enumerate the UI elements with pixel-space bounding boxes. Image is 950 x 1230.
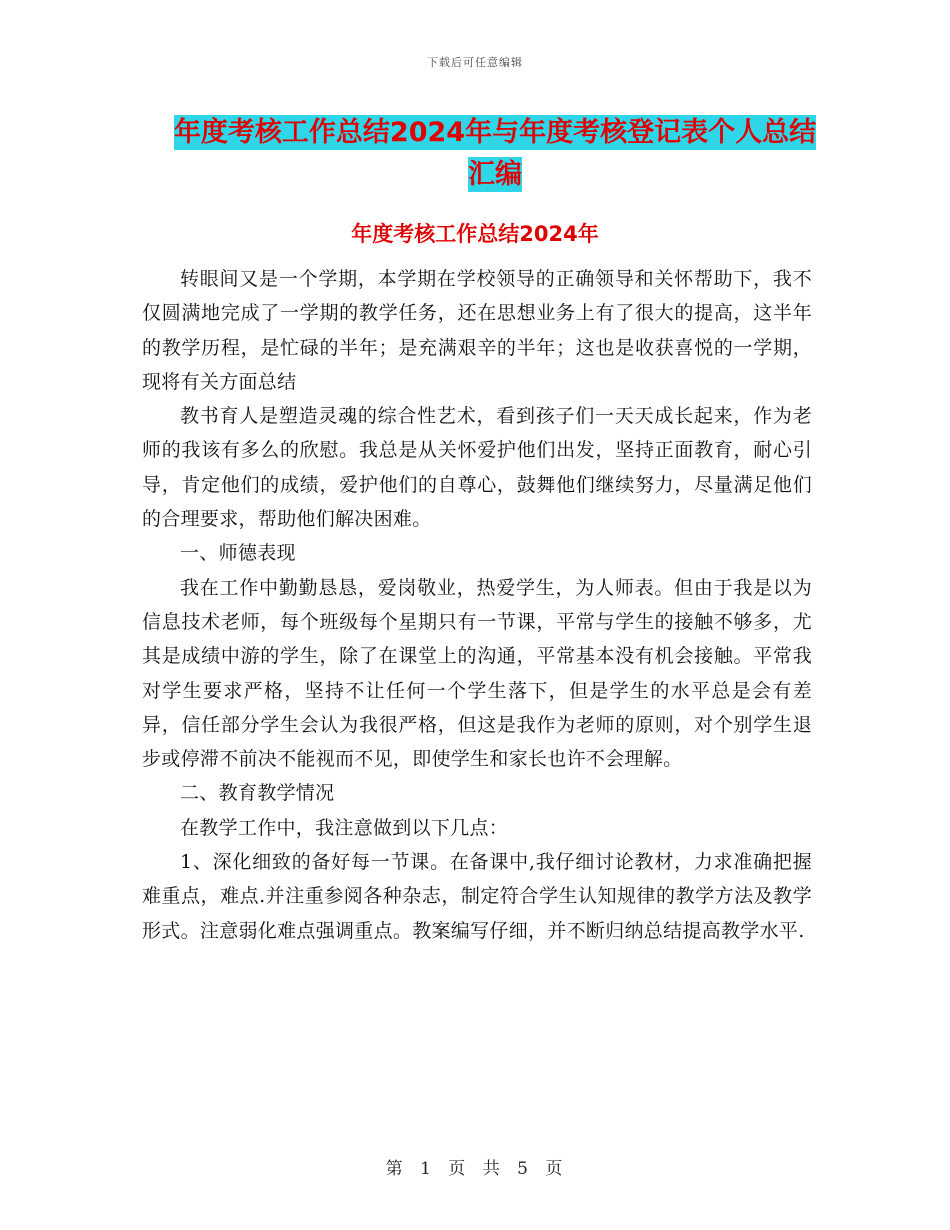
paragraph-teaching-intro: 在教学工作中，我注意做到以下几点： bbox=[180, 816, 509, 839]
heading-teaching: 二、教育教学情况 bbox=[180, 782, 335, 805]
heading-ethics: 一、师德表现 bbox=[180, 542, 296, 565]
footer-current-page: 1 bbox=[420, 1159, 433, 1179]
title-line-2: 汇编 bbox=[468, 159, 522, 190]
paragraph-lesson-prep: 1、深化细致的备好每一节课。在备课中,我仔细讨论教材，力求准确把握难重点，难点.并注重参阅各种杂志，制定符合学生认知规律的教学方法及教学形式。注意弱化难点强调重点。教案编写仔细，并不断归纳总结提高教学水平. bbox=[142, 851, 812, 942]
footer-label-gong: 共 bbox=[482, 1159, 502, 1179]
paragraph-ethics: 我在工作中勤勤恳恳，爱岗敬业，热爱学生，为人师表。但由于我是以为信息技术老师，每个班级每个星期只有一节课，平常与学生的接触不够多，尤其是成绩中游的学生，除了在课堂上的沟通，平常基本没有机会接触。平常我对学生要求严格，坚持不让任何一个学生落下，但是学生的水平总是会有差异，信任部分学生会认为我很严格，但这是我作为老师的原则，对个别学生退步或停滞不前决不能视而不见，即使学生和家长也许不会理解。 bbox=[142, 576, 812, 771]
footer-label-di: 第 bbox=[385, 1159, 405, 1179]
footer-label-ye: 页 bbox=[448, 1159, 468, 1179]
section-title: 年度考核工作总结2024年 bbox=[351, 222, 599, 246]
title-line-1: 年度考核工作总结2024年与年度考核登记表个人总结 bbox=[173, 117, 817, 148]
page-footer bbox=[0, 1154, 950, 1179]
body-text bbox=[142, 262, 812, 948]
document-title bbox=[140, 112, 850, 196]
paragraph-intro: 转眼间又是一个学期，本学期在学校领导的正确领导和关怀帮助下，我不仅圆满地完成了一学期的教学任务，还在思想业务上有了很大的提高，这半年的教学历程，是忙碌的半年；是充满艰辛的半年；这也是收获喜悦的一学期，现将有关方面总结 bbox=[142, 268, 812, 393]
footer-total-pages: 5 bbox=[517, 1159, 530, 1179]
footer-label-ye2: 页 bbox=[545, 1159, 565, 1179]
header-note: 下载后可任意编辑 bbox=[427, 56, 523, 69]
paragraph-education: 教书育人是塑造灵魂的综合性艺术，看到孩子们一天天成长起来，作为老师的我该有多么的欣慰。我总是从关怀爱护他们出发，坚持正面教育，耐心引导，肯定他们的成绩，爱护他们的自尊心，鼓舞他们继续努力，尽量满足他们的合理要求，帮助他们解决困难。 bbox=[142, 405, 812, 531]
